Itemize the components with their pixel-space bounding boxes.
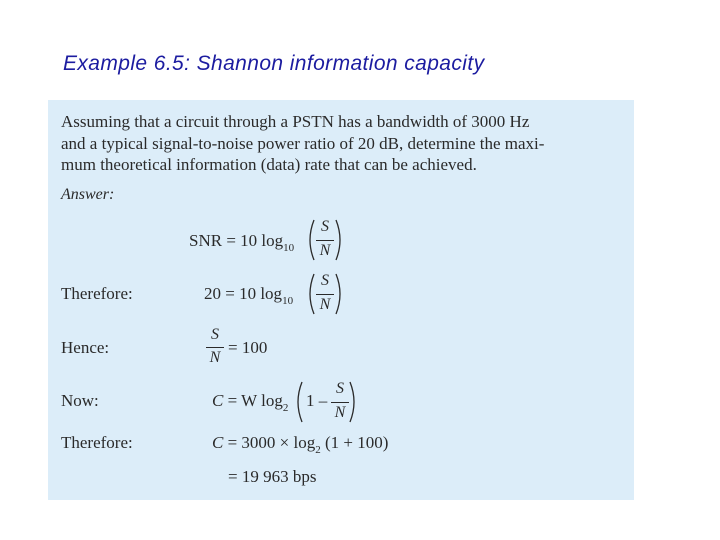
ratio-value: = 100: [228, 338, 268, 357]
substitution-rest: (1 + 100): [320, 433, 389, 452]
now-label: Now:: [61, 391, 99, 410]
problem-line-2: and a typical signal-to-noise power ratio of 20 dB, determine the maxi-: [61, 133, 545, 153]
ratio-numerator: S: [211, 326, 219, 343]
capacity-right-paren: [347, 380, 359, 424]
therefore-label-1: Therefore:: [61, 284, 133, 303]
one-minus: 1 –: [306, 391, 328, 410]
hence-label: Hence:: [61, 338, 110, 357]
snr-equation: [189, 231, 295, 254]
answer-label: Answer:: [61, 186, 115, 203]
db-log-base: 10: [282, 295, 294, 307]
capacity-numerator: S: [336, 380, 344, 397]
snr-numerator: S: [321, 218, 329, 235]
snr-right-paren: [333, 218, 345, 262]
snr-lhs: SNR = 10 log: [189, 231, 284, 250]
ratio-denominator: N: [209, 349, 221, 366]
slide-title: Example 6.5: Shannon information capacity: [63, 52, 485, 75]
db-right-paren: [333, 272, 345, 316]
snr-log-base: 10: [283, 242, 295, 254]
db-numerator: S: [321, 272, 329, 289]
capacity-left-paren: [293, 380, 305, 424]
example-panel: [48, 100, 634, 500]
capacity-symbol: C: [212, 391, 224, 410]
capacity-result: = 19 963 bps: [228, 467, 317, 486]
snr-fraction-bar: [316, 240, 334, 241]
db-equation: [204, 284, 294, 307]
db-denominator: N: [319, 296, 331, 313]
capacity-substitution-mid: = 3000 × log: [223, 433, 316, 452]
problem-statement: [61, 111, 621, 176]
problem-line-1: Assuming that a circuit through a PSTN has a bandwidth of 3000 Hz: [61, 112, 530, 131]
snr-denominator: N: [319, 242, 331, 259]
capacity-symbol-2: C: [212, 433, 224, 452]
capacity-log-base: 2: [282, 402, 289, 414]
capacity-formula-mid: = W log: [223, 391, 283, 410]
substitution-log-base: 2: [315, 444, 321, 456]
db-lhs: 20 = 10 log: [204, 284, 283, 303]
capacity-substitution: [212, 433, 389, 456]
capacity-formula: [212, 391, 289, 414]
problem-line-3: mum theoretical information (data) rate that can be achieved.: [61, 155, 477, 174]
ratio-fraction-bar: [206, 347, 224, 348]
capacity-denominator: N: [334, 404, 346, 421]
therefore-label-2: Therefore:: [61, 433, 133, 452]
db-fraction-bar: [316, 294, 334, 295]
